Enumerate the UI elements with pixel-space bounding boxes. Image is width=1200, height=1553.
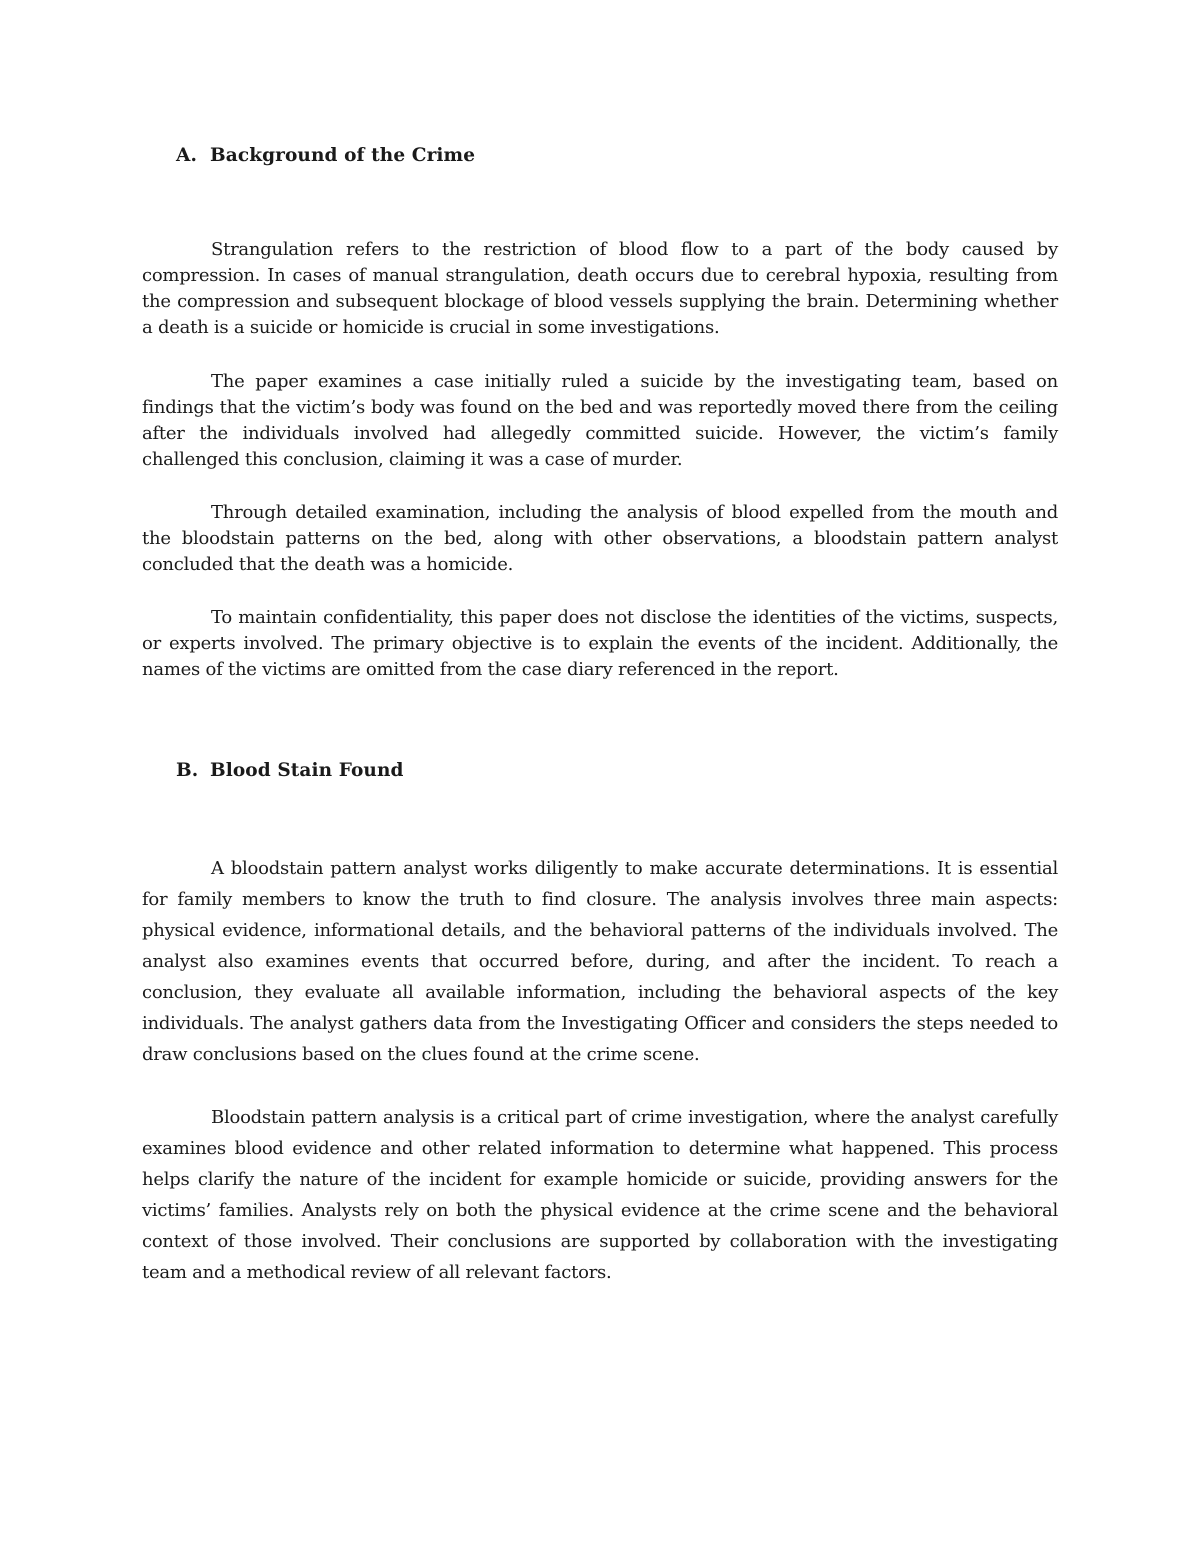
section-b-paragraph-2: Bloodstain pattern analysis is a critical part of crime investigation, where the analyst carefully examines blood evidence and other related information to determine what happened. This process helps clarify the nature of the incident for example homicide or suicide, providing answers for the victims’ families. Analysts rely on both the physical evidence at the crime scene and the behavioral context of those involved. Their conclusions are supported by collaboration with the investigating team and a methodical review of all relevant factors. [142, 1107, 1058, 1283]
section-a-paragraph-4: To maintain confidentiality, this paper does not disclose the identities of the victims, suspects, or experts involved. The primary objective is to explain the events of the incident. Additionally, the names of the victims are omitted from the case diary referenced in the report. [142, 607, 1058, 680]
section-b-letter: B. [176, 760, 199, 781]
section-b-paragraph-1: A bloodstain pattern analyst works diligently to make accurate determinations. It is essential for family members to know the truth to find closure. The analysis involves three main aspects: physical evidence, informational details, and the behavioral patterns of the individuals involved. The analyst also examines events that occurred before, during, and after the incident. To reach a conclusion, they evaluate all available information, including the behavioral aspects of the key individuals. The analyst gathers data from the Investigating Officer and considers the steps needed to draw conclusions based on the clues found at the crime scene. [142, 858, 1058, 1065]
section-a-paragraph-1: Strangulation refers to the restriction of blood flow to a part of the body caused by compression. In cases of manual strangulation, death occurs due to cerebral hypoxia, resulting from the compression and subsequent blockage of blood vessels supplying the brain. Determining whether a death is a suicide or homicide is crucial in some investigations. [142, 239, 1058, 338]
section-a-heading [176, 145, 475, 166]
section-b-heading [176, 760, 404, 781]
section-a-letter: A. [176, 145, 197, 166]
section-b-title: Blood Stain Found [210, 760, 404, 781]
section-a-paragraph-2: The paper examines a case initially ruled a suicide by the investigating team, based on findings that the victim’s body was found on the bed and was reportedly moved there from the ceiling after the individuals involved had allegedly committed suicide. However, the victim’s family challenged this conclusion, claiming it was a case of murder. [142, 371, 1058, 470]
section-a-paragraph-3: Through detailed examination, including the analysis of blood expelled from the mouth and the bloodstain patterns on the bed, along with other observations, a bloodstain pattern analyst concluded that the death was a homicide. [142, 502, 1058, 575]
section-a-title: Background of the Crime [210, 145, 476, 166]
